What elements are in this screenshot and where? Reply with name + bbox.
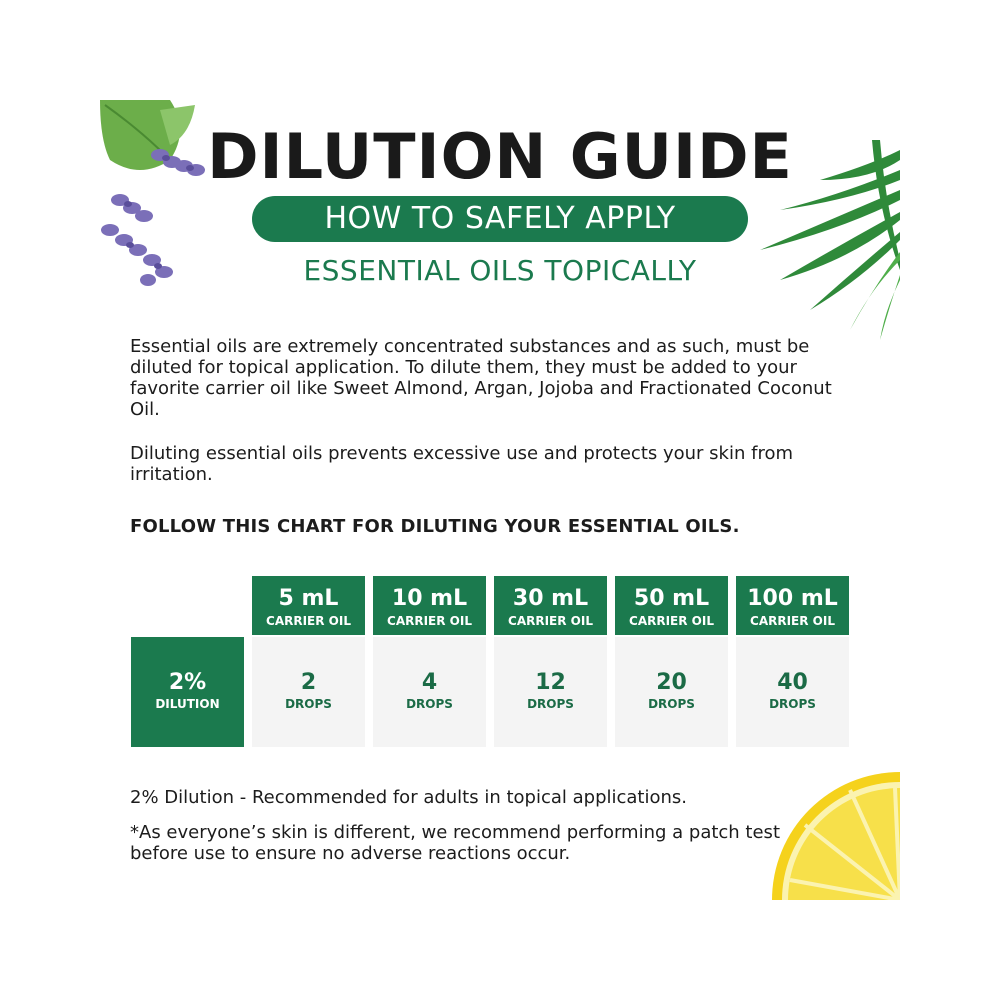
drops-label: DROPS	[648, 697, 695, 711]
column-label: CARRIER OIL	[629, 614, 714, 628]
drops-count: 20	[656, 670, 687, 695]
column-label: CARRIER OIL	[387, 614, 472, 628]
row-header-dilution	[131, 637, 244, 747]
drops-label: DROPS	[769, 697, 816, 711]
column-header-100ml	[736, 576, 849, 635]
drops-label: DROPS	[527, 697, 574, 711]
column-header-5ml	[252, 576, 365, 635]
column-label: CARRIER OIL	[750, 614, 835, 628]
drops-count: 4	[421, 670, 438, 695]
intro-paragraph: Essential oils are extremely concentrated substances and as such, must be diluted for topical application. To dilute them, they must be added to your favorite carrier oil like Sweet Almond, Argan, Jojoba and Fractionated Coconut Oil.	[130, 336, 832, 420]
column-header-30ml	[494, 576, 607, 635]
drops-cell-5ml	[252, 637, 365, 747]
column-volume: 100 mL	[747, 586, 838, 611]
column-volume: 5 mL	[278, 586, 339, 611]
row-header-percent: 2%	[168, 670, 207, 695]
column-label: CARRIER OIL	[508, 614, 593, 628]
drops-cell-50ml	[615, 637, 728, 747]
column-volume: 30 mL	[512, 586, 589, 611]
drops-cell-10ml	[373, 637, 486, 747]
drops-cell-30ml	[494, 637, 607, 747]
subtitle: ESSENTIAL OILS TOPICALLY	[303, 254, 697, 287]
drops-label: DROPS	[285, 697, 332, 711]
page-title: DILUTION GUIDE	[207, 120, 793, 193]
subtitle-pill: HOW TO SAFELY APPLY	[252, 196, 748, 242]
column-volume: 50 mL	[633, 586, 710, 611]
drops-count: 2	[300, 670, 317, 695]
column-volume: 10 mL	[391, 586, 468, 611]
drops-count: 12	[535, 670, 566, 695]
chart-instruction: FOLLOW THIS CHART FOR DILUTING YOUR ESSENTIAL OILS.	[130, 516, 740, 537]
benefit-paragraph: Diluting essential oils prevents excessive use and protects your skin from irritation.	[130, 443, 794, 485]
row-header-label: DILUTION	[155, 697, 220, 711]
drops-label: DROPS	[406, 697, 453, 711]
recommendation-note: 2% Dilution - Recommended for adults in topical applications.	[130, 787, 688, 808]
column-header-10ml	[373, 576, 486, 635]
drops-count: 40	[777, 670, 808, 695]
column-label: CARRIER OIL	[266, 614, 351, 628]
disclaimer-note: *As everyone’s skin is different, we recommend performing a patch test before use to ensure no adverse reactions occur.	[130, 822, 780, 864]
column-header-50ml	[615, 576, 728, 635]
drops-cell-100ml	[736, 637, 849, 747]
